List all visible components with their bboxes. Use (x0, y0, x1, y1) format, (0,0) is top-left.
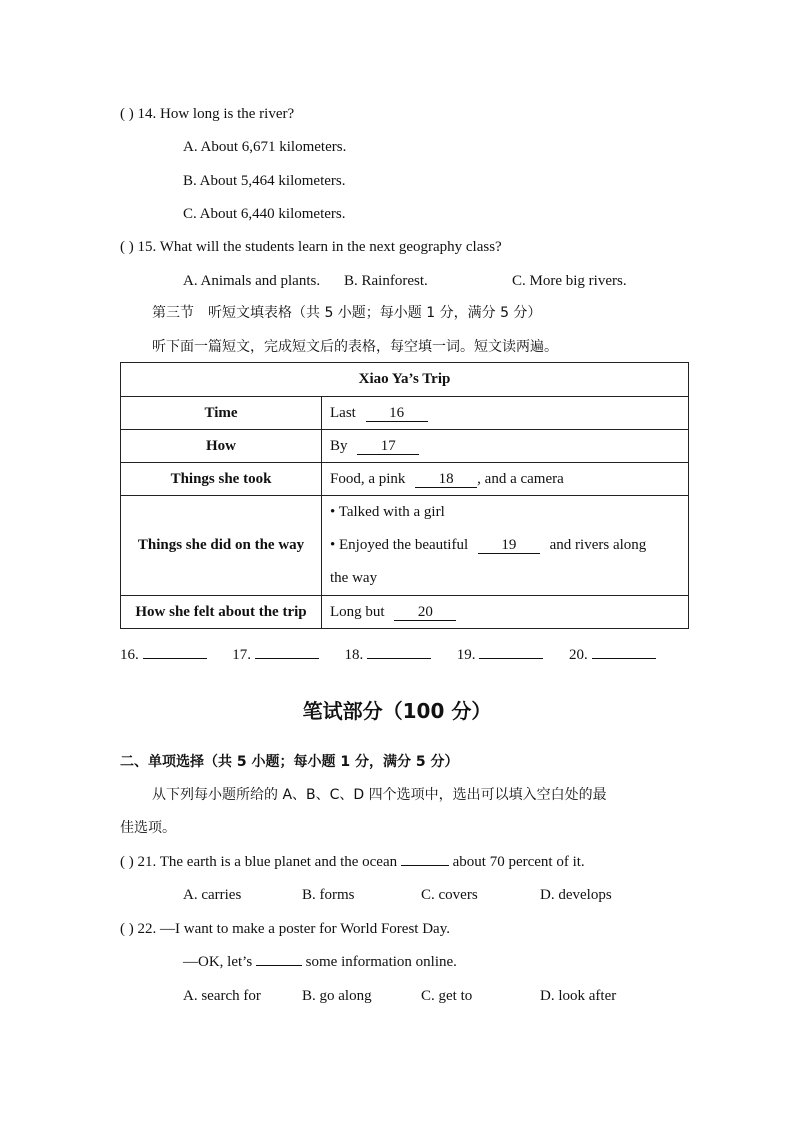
option-b: B. forms (302, 887, 355, 903)
question-14 (120, 105, 294, 123)
answer-number: 20. (569, 647, 588, 663)
question-22-reply (183, 953, 457, 971)
option-c: C. More big rivers. (512, 273, 627, 289)
option-a: A. About 6,671 kilometers. (183, 139, 347, 155)
option-b: B. Rainforest. (344, 273, 428, 289)
table-row (121, 596, 689, 629)
did-line-3: the way (330, 570, 378, 586)
answer-17[interactable] (232, 644, 319, 664)
answer-paren: ( ) (120, 106, 134, 122)
option-c: C. get to (421, 988, 473, 1004)
answer-16[interactable] (120, 644, 207, 664)
answer-number: 16. (120, 647, 139, 663)
table-row (121, 496, 689, 596)
answer-line (592, 644, 656, 659)
row-label: Things she did on the way (121, 496, 322, 596)
answer-number: 17. (232, 647, 251, 663)
value-prefix: Last (330, 404, 356, 421)
option-a: A. search for (183, 988, 261, 1004)
row-value (322, 397, 689, 430)
blank-16: 16 (366, 405, 428, 422)
reply-start: —OK, let’s (183, 954, 253, 970)
value-suffix: , and a camera (477, 470, 564, 487)
section-2-instruction-line-2: 佳选项。 (120, 820, 176, 836)
row-value (322, 463, 689, 496)
blank-17: 17 (357, 438, 419, 455)
answer-line (479, 644, 543, 659)
did-line-2 (330, 529, 688, 562)
reply-end: some information online. (305, 954, 457, 970)
section-2-instruction-line-1: 从下列每小题所给的 A、B、C、D 四个选项中，选出可以填入空白处的最 (152, 787, 607, 803)
answer-number: 18. (344, 647, 364, 663)
value-prefix: By (330, 437, 348, 454)
question-21 (120, 853, 585, 871)
answer-line (143, 644, 207, 659)
table-row (121, 463, 689, 496)
row-label: Things she took (121, 463, 322, 496)
question-stem: 14. How long is the river? (137, 106, 295, 122)
answer-paren: ( ) (120, 239, 134, 255)
row-value (322, 596, 689, 629)
written-part-title: 笔试部分（100 分） (302, 699, 492, 723)
option-a: A. Animals and plants. (183, 273, 321, 289)
question-stem: 21. The earth is a blue planet and the ocean (137, 854, 398, 870)
question-15 (120, 238, 502, 256)
question-stem-end: about 70 percent of it. (452, 854, 585, 870)
answer-paren: ( ) (120, 921, 134, 937)
section-2-title: 二、单项选择（共 5 小题；每小题 1 分，满分 5 分） (120, 754, 459, 770)
blank-19: 19 (478, 537, 540, 554)
row-value (322, 430, 689, 463)
stem-blank (401, 865, 449, 866)
blank-20: 20 (394, 604, 456, 621)
section-3-title: 第三节 听短文填表格（共 5 小题；每小题 1 分，满分 5 分） (152, 305, 542, 321)
value-prefix: • Enjoyed the beautiful (330, 537, 469, 553)
value-suffix: and rivers along (549, 537, 647, 553)
option-d: D. develops (540, 887, 612, 903)
trip-table (120, 362, 689, 629)
blank-18: 18 (415, 471, 477, 488)
answer-20[interactable] (569, 644, 656, 664)
answer-line (367, 644, 431, 659)
option-d: D. look after (540, 988, 617, 1004)
row-value (322, 496, 689, 596)
option-b: B. About 5,464 kilometers. (183, 173, 346, 189)
table-row (121, 397, 689, 430)
value-prefix: Long but (330, 603, 385, 620)
question-stem: 22. —I want to make a poster for World Forest Day. (137, 921, 450, 937)
section-3-instruction: 听下面一篇短文，完成短文后的表格，每空填一词。短文读两遍。 (152, 339, 558, 355)
option-a: A. carries (183, 887, 242, 903)
option-c: C. About 6,440 kilometers. (183, 206, 346, 222)
table-title: Xiao Ya’s Trip (121, 363, 689, 397)
answer-blanks (120, 644, 678, 664)
question-22 (120, 920, 450, 938)
stem-blank (256, 965, 302, 966)
row-label: How (121, 430, 322, 463)
value-prefix: Food, a pink (330, 470, 406, 487)
option-b: B. go along (302, 988, 372, 1004)
answer-number: 19. (456, 647, 476, 663)
table-row (121, 430, 689, 463)
row-label: Time (121, 397, 322, 430)
answer-paren: ( ) (120, 854, 134, 870)
answer-19[interactable] (457, 644, 544, 664)
answer-18[interactable] (345, 644, 432, 664)
question-stem: 15. What will the students learn in the next geography class? (137, 239, 502, 255)
row-label: How she felt about the trip (121, 596, 322, 629)
answer-line (255, 644, 319, 659)
did-line-1: • Talked with a girl (330, 504, 445, 520)
option-c: C. covers (421, 887, 478, 903)
